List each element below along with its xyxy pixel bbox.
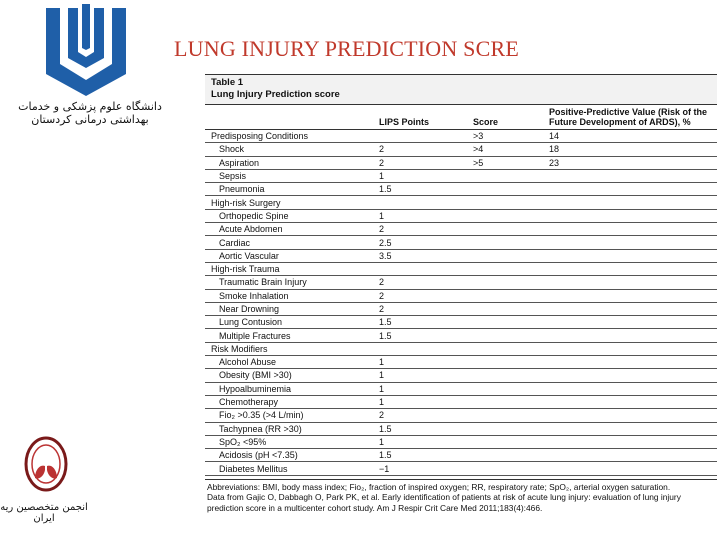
society-name: انجمن متخصصین ریه ایران <box>0 502 88 524</box>
row-lips-points: 1 <box>379 171 385 182</box>
row-label: High-risk Trauma <box>211 264 280 275</box>
row-score <box>469 183 545 196</box>
table-row <box>205 223 717 236</box>
row-ppv <box>545 449 717 462</box>
row-lips-points <box>375 262 469 275</box>
table-row <box>205 183 717 196</box>
row-label: Predisposing Conditions <box>211 131 309 142</box>
row-score: >4 <box>473 144 484 155</box>
table-row <box>205 262 717 275</box>
row-ppv <box>545 236 717 249</box>
table-row <box>205 356 717 369</box>
row-score <box>469 196 545 209</box>
row-score <box>469 302 545 315</box>
row-ppv <box>545 196 717 209</box>
table-row <box>205 422 717 435</box>
table-row <box>205 289 717 302</box>
row-ppv <box>545 382 717 395</box>
table-row <box>205 196 717 209</box>
header-factor <box>205 105 375 130</box>
row-label: Traumatic Brain Injury <box>219 277 307 288</box>
row-lips-points: 2.5 <box>379 237 392 248</box>
table-row <box>205 276 717 289</box>
table-row <box>205 449 717 462</box>
table-row <box>205 409 717 422</box>
row-score <box>469 262 545 275</box>
row-label: High-risk Surgery <box>211 197 281 208</box>
row-ppv <box>545 329 717 342</box>
row-score <box>469 236 545 249</box>
row-ppv <box>545 356 717 369</box>
table-row <box>205 382 717 395</box>
row-label: SpO₂ <95% <box>219 436 267 447</box>
table-row <box>205 342 717 355</box>
row-score <box>469 249 545 262</box>
row-label: Acidosis (pH <7.35) <box>219 450 298 461</box>
row-ppv <box>545 183 717 196</box>
row-label: Tachypnea (RR >30) <box>219 423 302 434</box>
table-row <box>205 209 717 222</box>
row-ppv: 23 <box>549 157 560 168</box>
table-row <box>205 169 717 182</box>
row-label: Obesity (BMI >30) <box>219 370 292 381</box>
header-lips-points: LIPS Points <box>379 117 430 127</box>
row-score <box>469 209 545 222</box>
lung-seal-icon <box>24 436 68 492</box>
row-label: Smoke Inhalation <box>219 290 289 301</box>
row-lips-points: 1 <box>379 210 385 221</box>
row-lips-points: 3.5 <box>379 250 392 261</box>
row-score <box>469 356 545 369</box>
row-lips-points: 2 <box>379 304 385 314</box>
row-score <box>469 316 545 329</box>
abbreviations-note: Abbreviations: BMI, body mass index; Fio₂, fraction of inspired oxygen; RR, respiratory rate; SpO₂, arterial oxygen saturation. <box>207 481 671 492</box>
row-lips-points: 2 <box>379 277 385 288</box>
row-lips-points: 1.5 <box>379 330 392 341</box>
row-lips-points: 1.5 <box>379 450 392 461</box>
row-label: Pneumonia <box>219 184 265 195</box>
table-caption: Lung Injury Prediction score <box>211 89 340 100</box>
table-row <box>205 130 717 143</box>
row-score <box>469 395 545 408</box>
row-score <box>469 382 545 395</box>
row-label: Diabetes Mellitus <box>219 463 288 474</box>
row-lips-points: 2 <box>379 410 385 421</box>
row-lips-points <box>375 342 469 355</box>
table-row <box>205 302 717 315</box>
row-label: Cardiac <box>219 237 251 248</box>
university-emblem-icon <box>38 4 134 100</box>
row-score: >3 <box>473 131 484 142</box>
row-score <box>469 449 545 462</box>
row-ppv <box>545 209 717 222</box>
row-ppv <box>545 435 717 448</box>
row-lips-points: 1.5 <box>379 317 392 328</box>
row-label: Fio₂ >0.35 (>4 L/min) <box>219 410 304 421</box>
table-number: Table 1 <box>211 77 244 88</box>
row-label: Lung Contusion <box>219 317 283 328</box>
row-ppv: 14 <box>549 131 560 142</box>
university-logo <box>0 0 172 128</box>
table-row <box>205 462 717 475</box>
table-row <box>205 316 717 329</box>
university-name: دانشگاه علوم پزشکی و خدمات بهداشتی درمانی کردستان <box>18 100 162 126</box>
row-ppv <box>545 249 717 262</box>
row-score <box>469 223 545 236</box>
row-lips-points: −1 <box>379 463 390 474</box>
row-ppv: 18 <box>549 144 560 155</box>
row-lips-points: 2 <box>379 144 385 155</box>
row-ppv <box>545 422 717 435</box>
row-lips-points: 1 <box>379 436 385 447</box>
society-logo <box>0 408 88 540</box>
lips-table <box>205 74 717 513</box>
row-ppv <box>545 342 717 355</box>
row-ppv <box>545 262 717 275</box>
table-row <box>205 249 717 262</box>
source-note: Data from Gajic O, Dabbagh O, Park PK, et al. Early identification of patients at risk of acute lung injury: evaluation of lung injury prediction score in a multicenter cohort study. Am J Respir Crit Care Med 2011;183(4):466. <box>207 492 681 513</box>
row-score <box>469 435 545 448</box>
table-row <box>205 329 717 342</box>
row-lips-points: 1 <box>379 383 385 394</box>
row-ppv <box>545 169 717 182</box>
row-score <box>469 462 545 475</box>
row-label: Multiple Fractures <box>219 330 291 341</box>
row-lips-points: 1 <box>379 357 385 368</box>
row-lips-points: 1 <box>379 397 385 408</box>
row-label: Shock <box>219 144 245 155</box>
table-row <box>205 236 717 249</box>
table-row <box>205 369 717 382</box>
row-ppv <box>545 369 717 382</box>
row-lips-points: 1.5 <box>379 423 392 434</box>
row-score: >5 <box>473 157 484 168</box>
table-row <box>205 435 717 448</box>
header-ppv: Positive-Predictive Value (Risk of the Future Development of ARDS), % <box>549 107 708 127</box>
row-label: Acute Abdomen <box>219 224 283 235</box>
table-body <box>205 130 717 476</box>
row-label: Aortic Vascular <box>219 250 279 261</box>
row-label: Orthopedic Spine <box>219 210 289 221</box>
row-label: Alcohol Abuse <box>219 357 277 368</box>
row-ppv <box>545 462 717 475</box>
row-ppv <box>545 276 717 289</box>
row-label: Risk Modifiers <box>211 343 268 354</box>
row-ppv <box>545 409 717 422</box>
row-label: Aspiration <box>219 157 260 168</box>
row-label: Sepsis <box>219 171 247 182</box>
row-score <box>469 409 545 422</box>
row-label: Hypoalbuminemia <box>219 383 292 394</box>
table-row <box>205 143 717 156</box>
header-score: Score <box>473 117 499 127</box>
table-notes <box>205 479 717 514</box>
table-row <box>205 395 717 408</box>
slide-title: LUNG INJURY PREDICTION SCRE <box>174 36 519 61</box>
row-score <box>469 422 545 435</box>
row-score <box>469 329 545 342</box>
row-lips-points: 2 <box>379 224 385 235</box>
row-ppv <box>545 316 717 329</box>
row-score <box>469 289 545 302</box>
row-lips-points: 2 <box>379 290 385 301</box>
table-caption-box <box>205 74 717 105</box>
table-header-row <box>205 105 717 130</box>
lips-score-table <box>205 105 717 476</box>
table-row <box>205 156 717 169</box>
row-score <box>469 169 545 182</box>
row-score <box>469 369 545 382</box>
row-ppv <box>545 289 717 302</box>
row-ppv <box>545 223 717 236</box>
row-lips-points: 1 <box>379 370 385 381</box>
row-label: Chemotherapy <box>219 397 279 408</box>
row-label: Near Drowning <box>219 304 280 314</box>
row-lips-points: 2 <box>379 157 385 168</box>
row-ppv <box>545 302 717 315</box>
row-score <box>469 342 545 355</box>
row-ppv <box>545 395 717 408</box>
row-lips-points: 1.5 <box>379 184 392 195</box>
row-score <box>469 276 545 289</box>
row-lips-points <box>375 196 469 209</box>
row-lips-points <box>375 130 469 143</box>
